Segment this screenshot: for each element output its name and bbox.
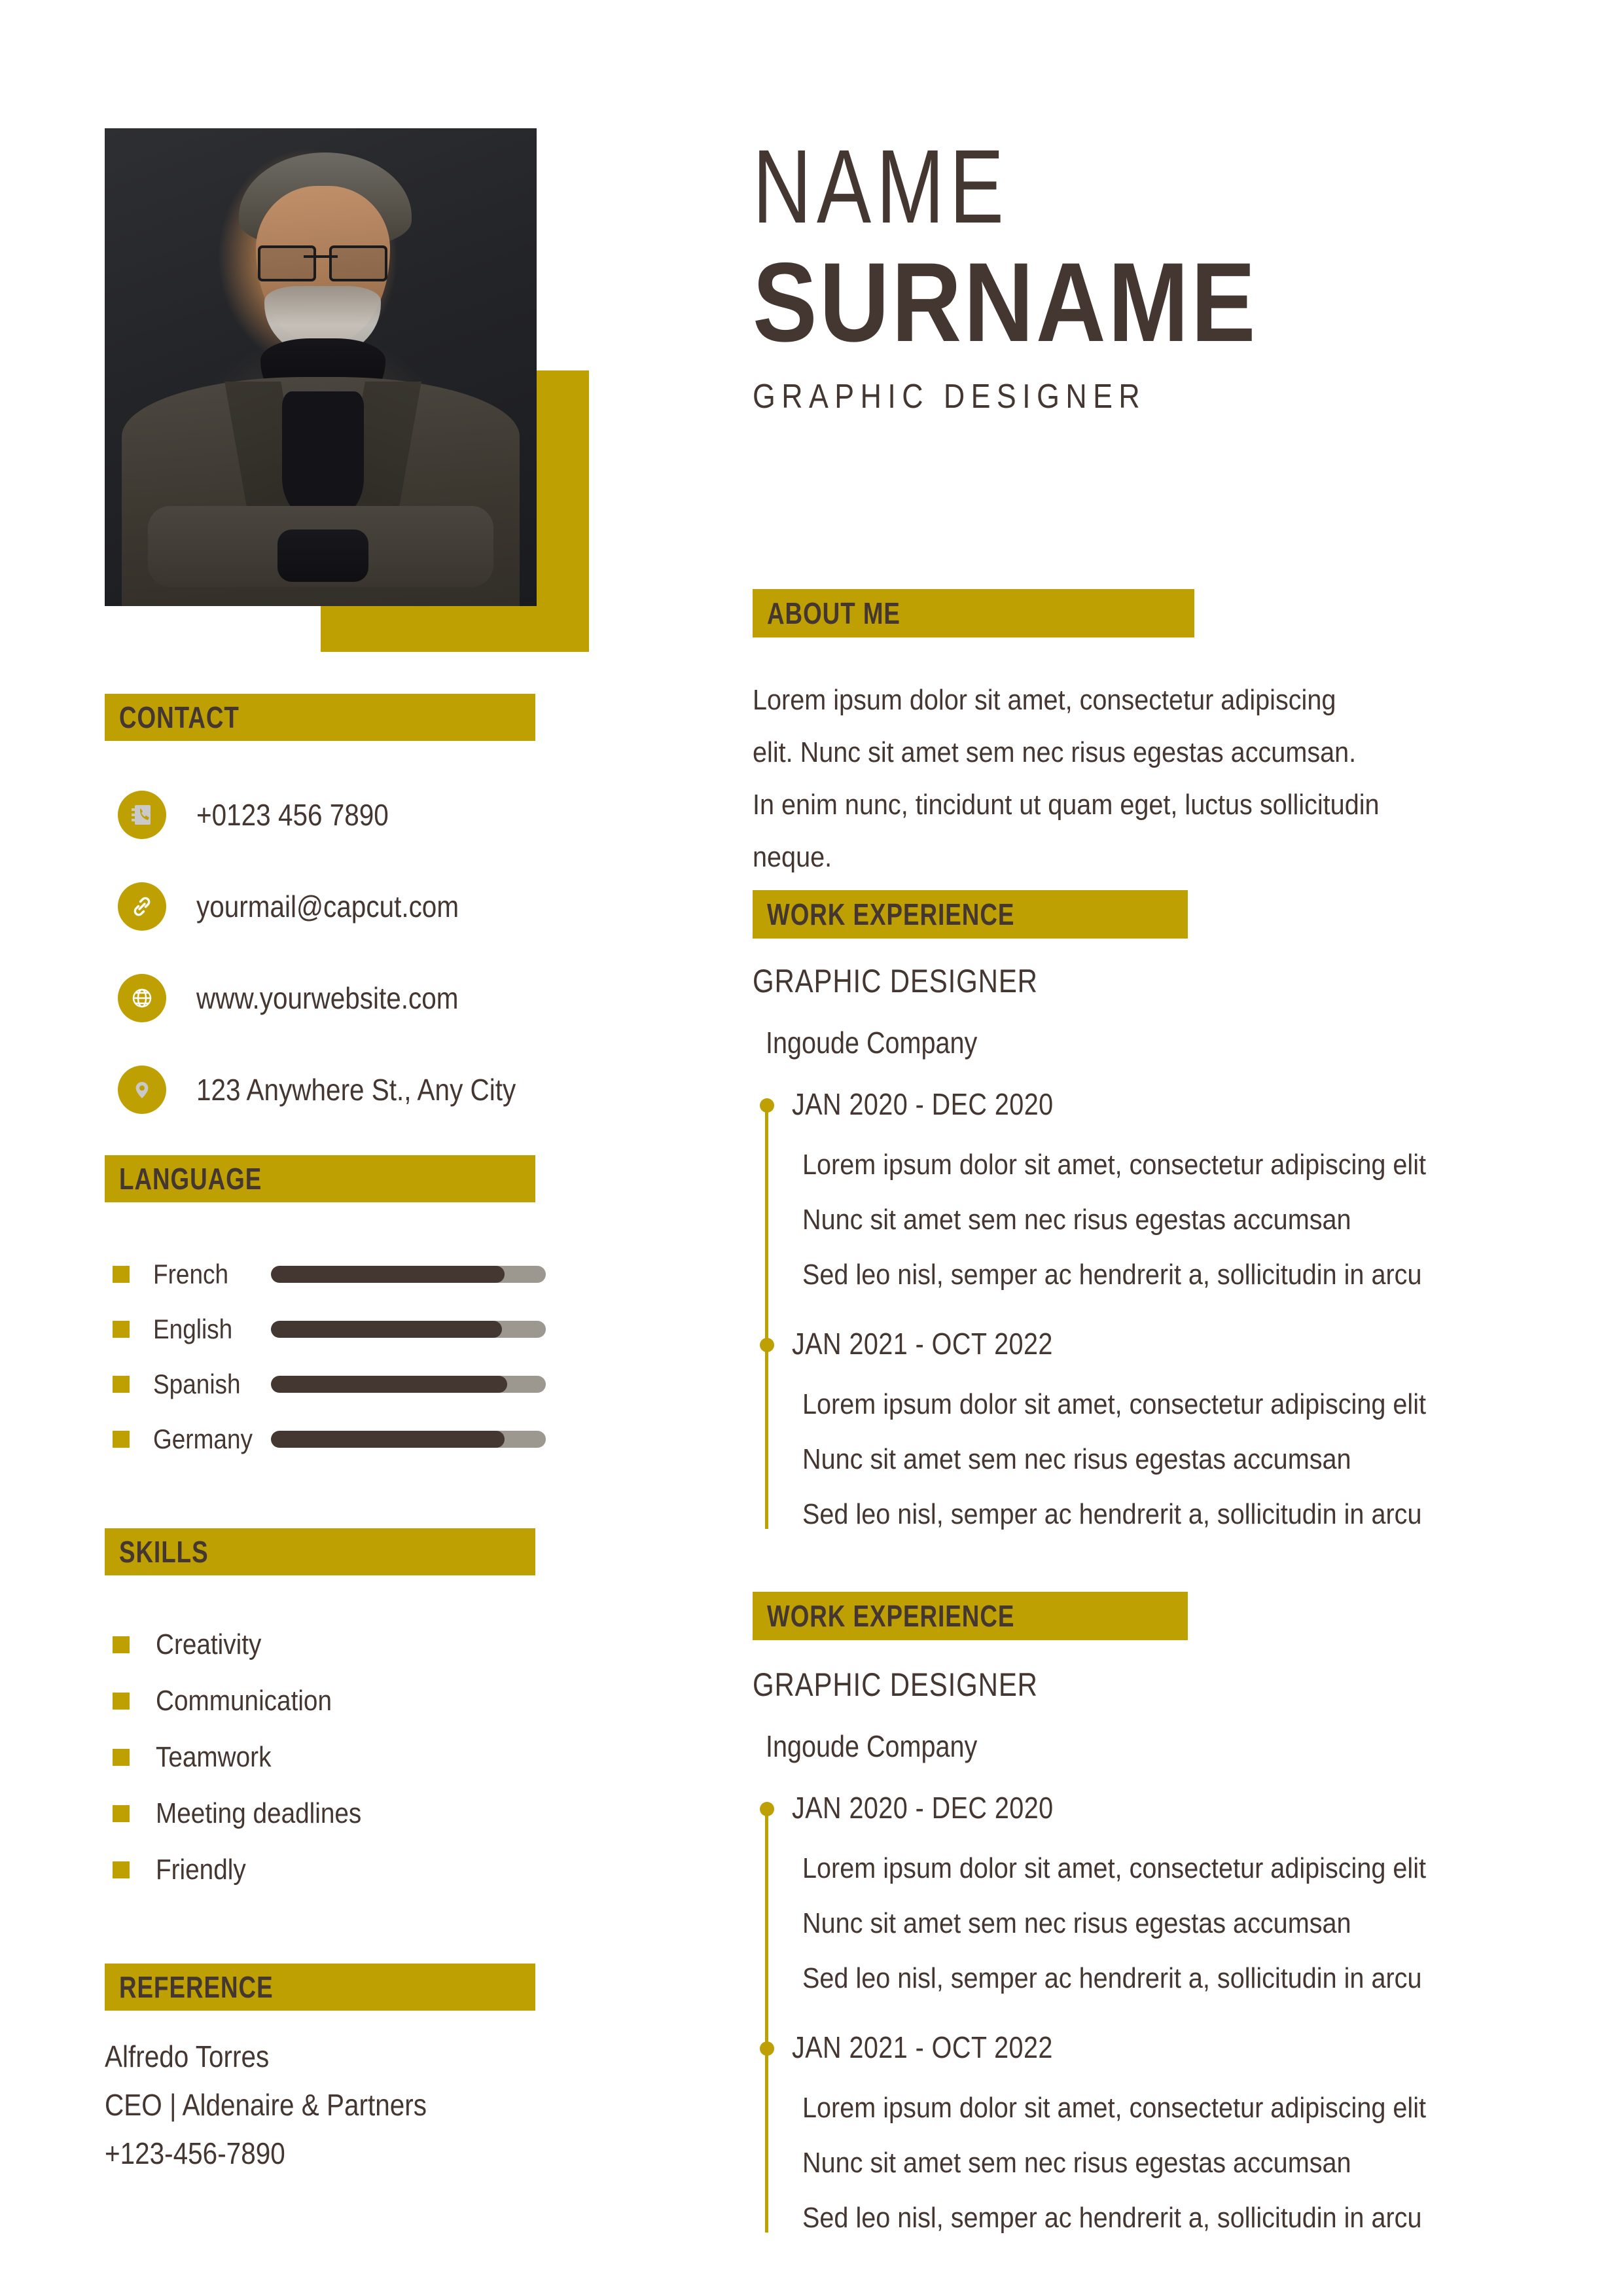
skills-section-header xyxy=(105,1528,535,1575)
skill-label: Friendly xyxy=(156,1854,246,1886)
contact-address-value: 123 Anywhere St., Any City xyxy=(196,1073,516,1107)
language-level-fill xyxy=(271,1376,507,1393)
timeline-bullet: Nunc sit amet sem nec risus egestas accumsan xyxy=(802,1443,1351,1475)
timeline-date-range: JAN 2020 - DEC 2020 xyxy=(792,1791,1054,1825)
timeline-bullet: Lorem ipsum dolor sit amet, consectetur adipiscing elit xyxy=(802,1149,1427,1181)
skill-item xyxy=(105,1729,668,1785)
language-name: French xyxy=(153,1259,229,1289)
job-role-subtitle: GRAPHIC DESIGNER xyxy=(753,378,1147,416)
timeline-bullet: Sed leo nisl, semper ac hendrerit a, sollicitudin in arcu xyxy=(802,1259,1422,1291)
reference-heading: REFERENCE xyxy=(119,1970,274,2004)
language-item xyxy=(105,1302,668,1357)
about-section-header xyxy=(753,589,1194,637)
work-job-title: GRAPHIC DESIGNER xyxy=(753,963,1038,999)
work-entry-2 xyxy=(753,1666,1603,2246)
timeline-bullet-list xyxy=(802,1377,1603,1542)
contact-website-value: www.yourwebsite.com xyxy=(196,981,459,1015)
contact-list xyxy=(105,769,668,1136)
reference-title: CEO | Aldenaire & Partners xyxy=(105,2088,427,2122)
bullet-square-icon xyxy=(113,1805,130,1822)
timeline-spacer xyxy=(792,1302,1603,1326)
photo-shirt xyxy=(282,391,364,516)
timeline-bullet: Sed leo nisl, semper ac hendrerit a, sollicitudin in arcu xyxy=(802,1962,1422,1994)
timeline-entry xyxy=(792,2030,1603,2246)
bullet-square-icon xyxy=(113,1636,130,1653)
reference-phone: +123-456-7890 xyxy=(105,2136,285,2170)
globe-icon xyxy=(118,974,166,1022)
contact-email-value: yourmail@capcut.com xyxy=(196,889,459,924)
timeline-connector-line xyxy=(765,1803,768,2233)
bullet-square-icon xyxy=(113,1693,130,1710)
phone-book-icon xyxy=(118,791,166,839)
language-level-track xyxy=(271,1266,546,1283)
timeline-entry xyxy=(792,1086,1603,1302)
timeline-spacer xyxy=(792,2006,1603,2030)
timeline-date-range: JAN 2021 - OCT 2022 xyxy=(792,1327,1053,1361)
timeline-entry xyxy=(792,1790,1603,2006)
bullet-square-icon xyxy=(113,1749,130,1766)
language-name: Germany xyxy=(153,1424,253,1454)
contact-item-email[interactable] xyxy=(105,861,668,952)
main-column xyxy=(707,0,1623,2296)
timeline-bullet-list xyxy=(802,1138,1603,1302)
work-section-header-1 xyxy=(753,890,1188,939)
timeline-bullet: Lorem ipsum dolor sit amet, consectetur adipiscing elit xyxy=(802,2092,1427,2124)
skill-label: Creativity xyxy=(156,1628,262,1660)
language-name: English xyxy=(153,1314,233,1344)
work-entry-1 xyxy=(753,962,1603,1542)
profile-photo-container xyxy=(105,128,589,652)
language-section-header xyxy=(105,1155,535,1202)
work-company-name: Ingoude Company xyxy=(766,1729,978,1763)
timeline-connector-line xyxy=(765,1100,768,1529)
work-section-header-2 xyxy=(753,1592,1188,1640)
timeline-date-range: JAN 2020 - DEC 2020 xyxy=(792,1087,1054,1121)
timeline-bullet-list xyxy=(802,1841,1603,2006)
timeline-bullet: Lorem ipsum dolor sit amet, consectetur adipiscing elit xyxy=(802,1388,1427,1420)
work-job-title: GRAPHIC DESIGNER xyxy=(753,1666,1038,1703)
skill-item xyxy=(105,1617,668,1673)
contact-section-header xyxy=(105,694,535,741)
language-level-fill xyxy=(271,1321,502,1338)
timeline-bullet: Nunc sit amet sem nec risus egestas accumsan xyxy=(802,1907,1351,1939)
reference-details xyxy=(105,2032,668,2178)
language-level-track xyxy=(271,1431,546,1448)
contact-item-address[interactable] xyxy=(105,1044,668,1136)
contact-phone-value: +0123 456 7890 xyxy=(196,798,389,832)
skill-label: Communication xyxy=(156,1685,332,1717)
bullet-square-icon xyxy=(113,1861,130,1878)
timeline-bullet-list xyxy=(802,2081,1603,2246)
skill-item xyxy=(105,1842,668,1898)
work-timeline xyxy=(753,1790,1603,2246)
location-pin-icon xyxy=(118,1066,166,1114)
work-timeline xyxy=(753,1086,1603,1542)
sidebar xyxy=(0,0,707,2296)
contact-heading: CONTACT xyxy=(119,700,240,734)
photo-sleeve-cuff xyxy=(277,529,368,582)
work-heading: WORK EXPERIENCE xyxy=(767,1599,1015,1633)
link-icon xyxy=(118,882,166,931)
language-list xyxy=(105,1247,668,1467)
contact-item-website[interactable] xyxy=(105,952,668,1044)
timeline-dot-icon xyxy=(760,1338,774,1352)
photo-glasses xyxy=(258,245,387,276)
about-heading: ABOUT ME xyxy=(767,596,901,630)
bullet-square-icon xyxy=(113,1376,130,1393)
skill-label: Meeting deadlines xyxy=(156,1797,362,1829)
skills-list xyxy=(105,1617,668,1898)
language-name: Spanish xyxy=(153,1369,241,1399)
skill-label: Teamwork xyxy=(156,1741,272,1773)
work-company-name: Ingoude Company xyxy=(766,1026,978,1060)
contact-item-phone[interactable] xyxy=(105,769,668,861)
work-heading: WORK EXPERIENCE xyxy=(767,897,1015,931)
language-item xyxy=(105,1412,668,1467)
skill-item xyxy=(105,1785,668,1842)
last-name: SURNAME xyxy=(753,240,1258,365)
first-name: NAME xyxy=(753,128,1009,245)
timeline-bullet: Nunc sit amet sem nec risus egestas accumsan xyxy=(802,2147,1351,2179)
profile-photo xyxy=(105,128,537,606)
about-paragraph: Lorem ipsum dolor sit amet, consectetur adipiscing elit. Nunc sit amet sem nec risus egestas accumsan. In enim nunc, tincidunt ut quam eget, luctus sollicitudin neque. xyxy=(753,684,1380,873)
skill-item xyxy=(105,1673,668,1729)
timeline-dot-icon xyxy=(760,2041,774,2056)
language-level-track xyxy=(271,1376,546,1393)
bullet-square-icon xyxy=(113,1266,130,1283)
language-level-track xyxy=(271,1321,546,1338)
bullet-square-icon xyxy=(113,1431,130,1448)
name-block xyxy=(753,128,1603,416)
reference-section-header xyxy=(105,1964,535,2011)
timeline-dot-icon xyxy=(760,1802,774,1816)
timeline-date-range: JAN 2021 - OCT 2022 xyxy=(792,2030,1053,2064)
timeline-bullet: Sed leo nisl, semper ac hendrerit a, sollicitudin in arcu xyxy=(802,2202,1422,2234)
timeline-entry xyxy=(792,1326,1603,1542)
photo-glasses-bridge xyxy=(304,255,338,258)
timeline-bullet: Nunc sit amet sem nec risus egestas accumsan xyxy=(802,1204,1351,1236)
timeline-bullet: Sed leo nisl, semper ac hendrerit a, sollicitudin in arcu xyxy=(802,1498,1422,1530)
bullet-square-icon xyxy=(113,1321,130,1338)
skills-heading: SKILLS xyxy=(119,1535,209,1569)
timeline-bullet: Lorem ipsum dolor sit amet, consectetur adipiscing elit xyxy=(802,1852,1427,1884)
language-item xyxy=(105,1247,668,1302)
language-item xyxy=(105,1357,668,1412)
timeline-dot-icon xyxy=(760,1098,774,1113)
language-level-fill xyxy=(271,1431,505,1448)
reference-name: Alfredo Torres xyxy=(105,2039,270,2073)
language-heading: LANGUAGE xyxy=(119,1162,262,1196)
language-level-fill xyxy=(271,1266,505,1283)
